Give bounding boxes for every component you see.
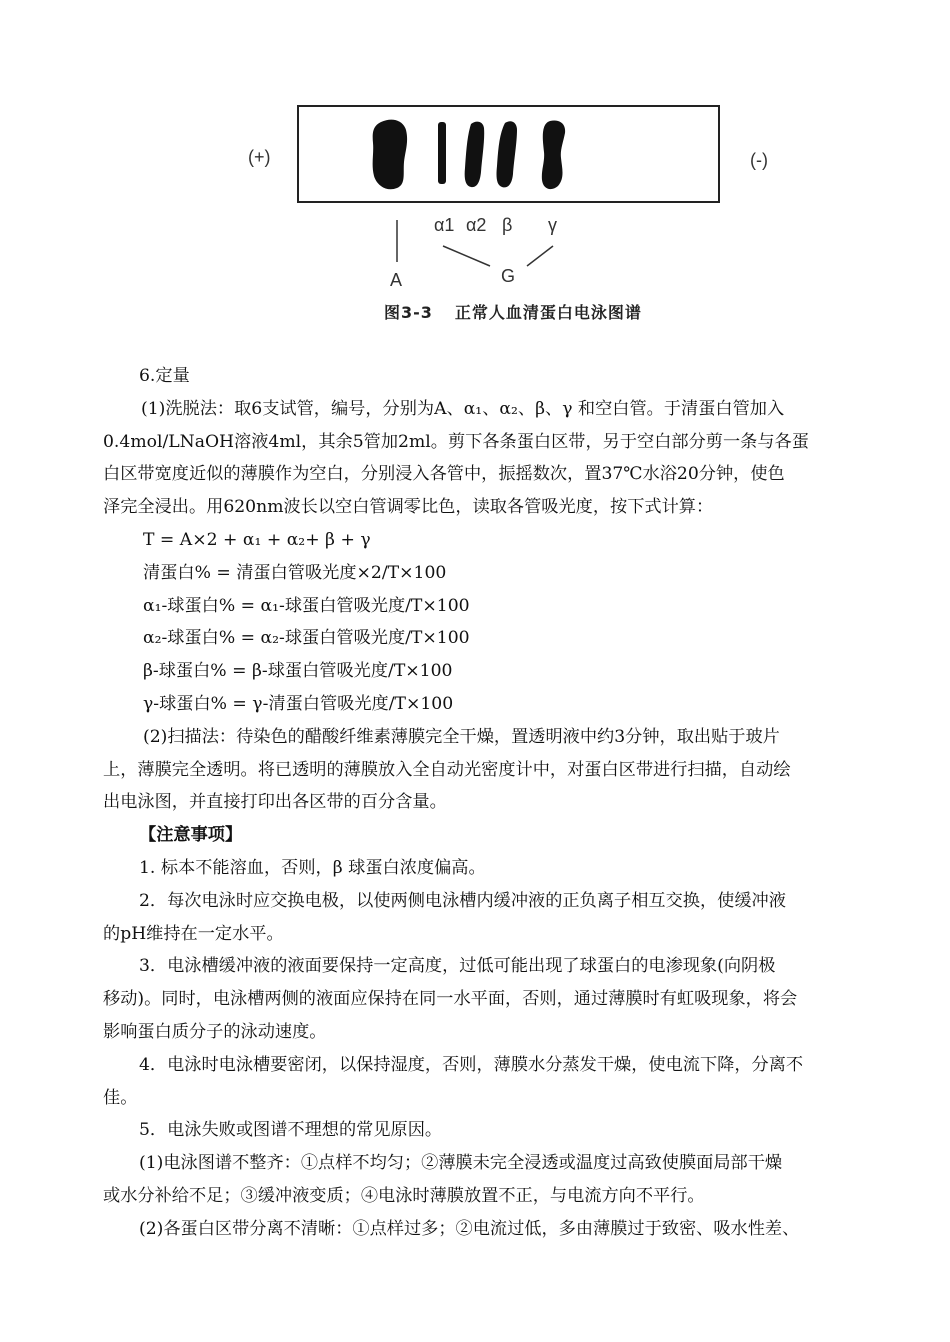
paragraph-line: 出电泳图，并直接打印出各区带的百分含量。 <box>103 792 447 813</box>
band-label-gamma: γ <box>548 215 557 235</box>
electrophoresis-figure <box>0 0 950 340</box>
note-item-cont: 的pH维持在一定水平。 <box>103 923 284 944</box>
caption-text: 正常人血清蛋白电泳图谱 <box>454 303 642 322</box>
formula-line: α₂-球蛋白% = α₂-球蛋白管吸光度/T×100 <box>143 628 470 649</box>
band-albumin <box>373 120 407 190</box>
note-item: 4．电泳时电泳槽要密闭，以保持湿度，否则，薄膜水分蒸发干燥，使电流下降，分离不 <box>139 1054 804 1075</box>
figure-caption <box>384 300 642 323</box>
section-heading: 6.定量 <box>139 366 190 386</box>
band-alpha1 <box>438 122 446 184</box>
note-item: 2．每次电泳时应交换电极，以使两侧电泳槽内缓冲液的正负离子相互交换，使缓冲液 <box>139 890 786 911</box>
cathode-label: (-) <box>750 150 768 170</box>
formula-line: 清蛋白% = 清蛋白管吸光度×2/T×100 <box>143 562 447 583</box>
note-subitem-cont: 或水分补给不足；③缓冲液变质；④电泳时薄膜放置不正，与电流方向不平行。 <box>103 1185 705 1206</box>
band-label-beta: β <box>502 215 513 235</box>
note-item: 1. 标本不能溶血，否则，β 球蛋白浓度偏高。 <box>139 857 486 878</box>
note-item-cont: 佳。 <box>103 1087 138 1108</box>
globulin-label: G <box>501 266 516 286</box>
caption-number: 图3-3 <box>384 303 433 322</box>
paragraph-line: 泽完全浸出。用620nm波长以空白管调零比色，读取各管吸光度，按下式计算： <box>103 497 714 518</box>
note-item: 3．电泳槽缓冲液的液面要保持一定高度，过低可能出现了球蛋白的电渗现象(向阴极 <box>139 956 776 977</box>
paragraph-line: (2)扫描法：待染色的醋酸纤维素薄膜完全干燥，置透明液中约3分钟，取出贴于玻片 <box>143 726 780 747</box>
formula-line: T = A×2 + α₁ + α₂+ β + γ <box>143 529 371 550</box>
paragraph-line: 白区带宽度近似的薄膜作为空白，分别浸入各管中，振摇数次，置37℃水浴20分钟，使色 <box>103 464 785 485</box>
note-item-cont: 移动)。同时，电泳槽两侧的液面应保持在同一水平面，否则，通过薄膜时有虹吸现象，将会 <box>103 989 798 1010</box>
line-g-left <box>443 246 490 266</box>
paragraph-line: 0.4mol/LNaOH溶液4ml，其余5管加2ml。剪下各条蛋白区带，另于空白部分剪一条与各蛋 <box>103 431 809 452</box>
paragraph-line: (1)洗脱法：取6支试管，编号，分别为A、α₁、α₂、β、γ 和空白管。于清蛋白管加入 <box>141 398 785 419</box>
formula-line: α₁-球蛋白% = α₁-球蛋白管吸光度/T×100 <box>143 595 470 616</box>
anode-label: (+) <box>248 147 271 167</box>
albumin-label: A <box>390 270 403 290</box>
electrophoresis-diagram <box>0 0 950 340</box>
notes-heading: 【注意事项】 <box>139 825 243 846</box>
document-body <box>103 360 848 1246</box>
formula-line: β-球蛋白% = β-球蛋白管吸光度/T×100 <box>143 661 453 682</box>
note-item-cont: 影响蛋白质分子的泳动速度。 <box>103 1021 327 1042</box>
note-subitem: (2)各蛋白区带分离不清晰：①点样过多；②电流过低，多由薄膜过于致密、吸水性差、 <box>139 1218 800 1239</box>
note-subitem: (1)电泳图谱不整齐：①点样不均匀；②薄膜未完全浸透或温度过高致使膜面局部干燥 <box>139 1153 783 1174</box>
band-label-alpha1: α1 <box>434 215 455 235</box>
paragraph-line: 上，薄膜完全透明。将已透明的薄膜放入全自动光密度计中，对蛋白区带进行扫描，自动绘 <box>103 759 791 780</box>
note-item: 5．电泳失败或图谱不理想的常见原因。 <box>139 1120 443 1141</box>
formula-line: γ-球蛋白% = γ-清蛋白管吸光度/T×100 <box>143 693 454 714</box>
line-g-right <box>527 246 553 266</box>
band-label-alpha2: α2 <box>466 215 487 235</box>
